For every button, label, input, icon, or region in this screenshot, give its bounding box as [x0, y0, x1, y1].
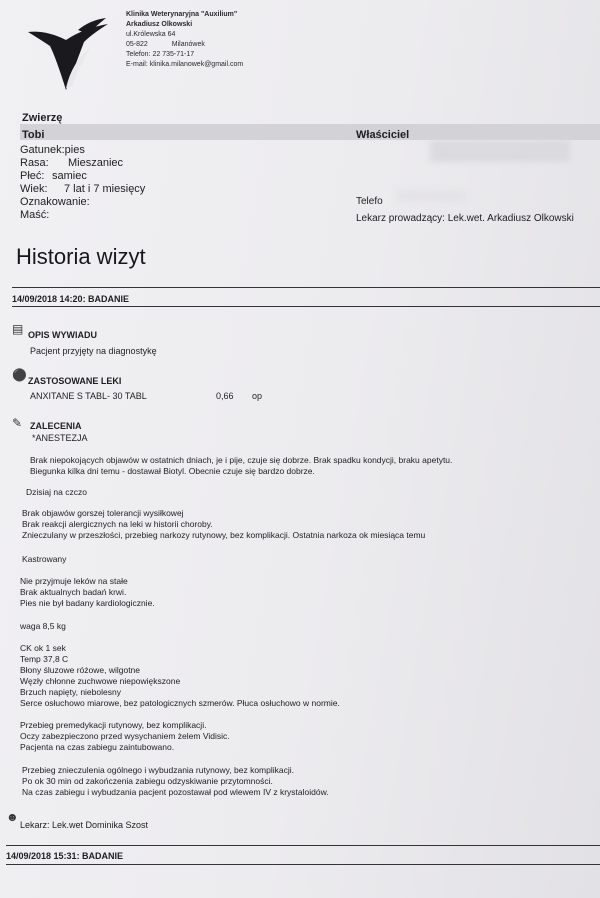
- pill-icon: ⚫: [12, 368, 27, 382]
- text-line: Pacjenta na czas zabiegu zaintubowano.: [20, 742, 175, 752]
- interview-title: OPIS WYWIADU: [28, 330, 97, 340]
- animal-info: [20, 144, 145, 222]
- text-line: Pies nie był badany kardiologicznie.: [20, 598, 155, 608]
- text-line: Na czas zabiegu i wybudzania pacjent pozostawał pod wlewem IV z krystaloidów.: [22, 787, 329, 797]
- page-title: Historia wizyt: [16, 244, 146, 269]
- para-2: [26, 487, 87, 498]
- text-line: Znieczulany w przeszłości, przebieg narkozy rutynowy, bez komplikacji. Ostatnia narkoza ok miesiąca temu: [22, 530, 426, 540]
- doctor-line: Lekarz: Lek.wet Dominika Szost: [20, 820, 149, 830]
- divider: [12, 306, 600, 307]
- text-line: CK ok 1 sek: [20, 643, 66, 653]
- drugs-title: ZASTOSOWANE LEKI: [28, 376, 122, 386]
- drug-quantity: 0,66: [216, 391, 234, 401]
- clinic-owner: Arkadiusz Olkowski: [126, 21, 193, 28]
- clinic-logo: [26, 18, 110, 92]
- section-bar: [20, 124, 600, 140]
- text-line: Temp 37,8 C: [20, 654, 69, 664]
- sex-value: samiec: [52, 170, 87, 182]
- visit-header-1: 14/09/2018 14:20: BADANIE: [12, 294, 130, 304]
- text-line: Dzisiaj na czczo: [26, 487, 87, 497]
- text-line: Serce osłuchowo miarowe, bez patologicznych szmerów. Płuca osłuchowo w normie.: [20, 698, 340, 708]
- text-line: Nie przyjmuje leków na stałe: [20, 576, 128, 586]
- pencil-icon: ✎: [12, 416, 23, 430]
- redacted-owner-info: [430, 140, 570, 162]
- drug-name: ANXITANE S TABL- 30 TABL: [30, 391, 147, 401]
- clinic-street: ul.Królewska 64: [126, 31, 176, 38]
- text-line: Przebieg premedykacji rutynowy, bez komplikacji.: [20, 720, 207, 730]
- para-1: [30, 455, 452, 477]
- divider: [12, 287, 600, 288]
- recommendations-title: ZALECENIA: [30, 421, 82, 431]
- para-8: [20, 720, 230, 753]
- para-3: [22, 508, 425, 541]
- text-line: Oczy zabezpieczono przed wysychaniem żelem Vidisic.: [20, 731, 230, 741]
- clinic-header: [126, 10, 243, 70]
- text-line: Brak aktualnych badań krwi.: [20, 587, 127, 597]
- owner-section-label: Właściciel: [356, 129, 410, 141]
- drug-unit: op: [252, 391, 263, 401]
- text-line: Kastrowany: [22, 554, 67, 564]
- visit-header-2: 14/09/2018 15:31: BADANIE: [6, 851, 124, 861]
- sex-label: Płeć:: [20, 170, 45, 182]
- divider: [6, 845, 600, 846]
- clinic-phone: Telefon: 22 735-71-17: [126, 51, 195, 58]
- para-7: [20, 643, 340, 709]
- breed-label: Rasa:: [20, 157, 49, 169]
- text-line: Brzuch napięty, niebolesny: [20, 687, 121, 697]
- clinic-name: Klinika Weterynaryjna "Auxilium": [126, 11, 238, 18]
- recommendations-subtitle: *ANESTEZJA: [32, 433, 88, 443]
- text-line: waga 8,5 kg: [20, 621, 66, 631]
- interview-text: Pacjent przyjęty na diagnostykę: [30, 346, 157, 356]
- text-line: Brak objawów gorszej tolerancji wysiłkowej: [22, 508, 184, 518]
- attending-vet: Lekarz prowadzący: Lek.wet. Arkadiusz Olkowski: [356, 213, 574, 224]
- text-line: Brak niepokojących objawów w ostatnich dniach, je i pije, czuje się dobrze. Brak spadku kondycji, braku apetytu.: [30, 455, 453, 465]
- breed-value: Mieszaniec: [68, 157, 124, 169]
- text-line: Błony śluzowe różowe, wilgotne: [20, 665, 141, 675]
- animal-name: Tobi: [22, 129, 45, 141]
- para-6: [20, 621, 66, 632]
- clipboard-icon: ▤: [12, 322, 24, 336]
- marking-label: Oznakowanie:: [20, 196, 90, 208]
- clinic-email: E-mail: klinika.milanowek@gmail.com: [126, 61, 244, 68]
- para-4: [22, 554, 66, 565]
- doctor-icon: ☻: [6, 810, 19, 824]
- owner-phone-label: Telefo: [356, 196, 383, 207]
- redacted-phone: [396, 190, 466, 202]
- para-5: [20, 576, 155, 609]
- para-9: [22, 765, 329, 798]
- species-line: Gatunek:pies: [20, 144, 85, 156]
- clinic-postal: 05-822: [126, 41, 148, 48]
- text-line: Węzły chłonne zuchwowe niepowiększone: [20, 676, 181, 686]
- divider: [6, 864, 600, 865]
- clinic-city: Milanówek: [171, 41, 205, 48]
- age-value: 7 lat i 7 miesięcy: [64, 183, 146, 195]
- text-line: Brak reakcji alergicznych na leki w historii choroby.: [22, 519, 213, 529]
- text-line: Przebieg znieczulenia ogólnego i wybudzania rutynowy, bez komplikacji.: [22, 765, 294, 775]
- age-label: Wiek:: [20, 183, 48, 195]
- color-label: Maść:: [20, 209, 50, 221]
- text-line: Biegunka kilka dni temu - dostawał Biotyl. Obecnie czuje się bardzo dobrze.: [30, 466, 315, 476]
- animal-section-label: Zwierzę: [22, 112, 63, 124]
- text-line: Po ok 30 min od zakończenia zabiegu odzyskiwanie przytomności.: [22, 776, 273, 786]
